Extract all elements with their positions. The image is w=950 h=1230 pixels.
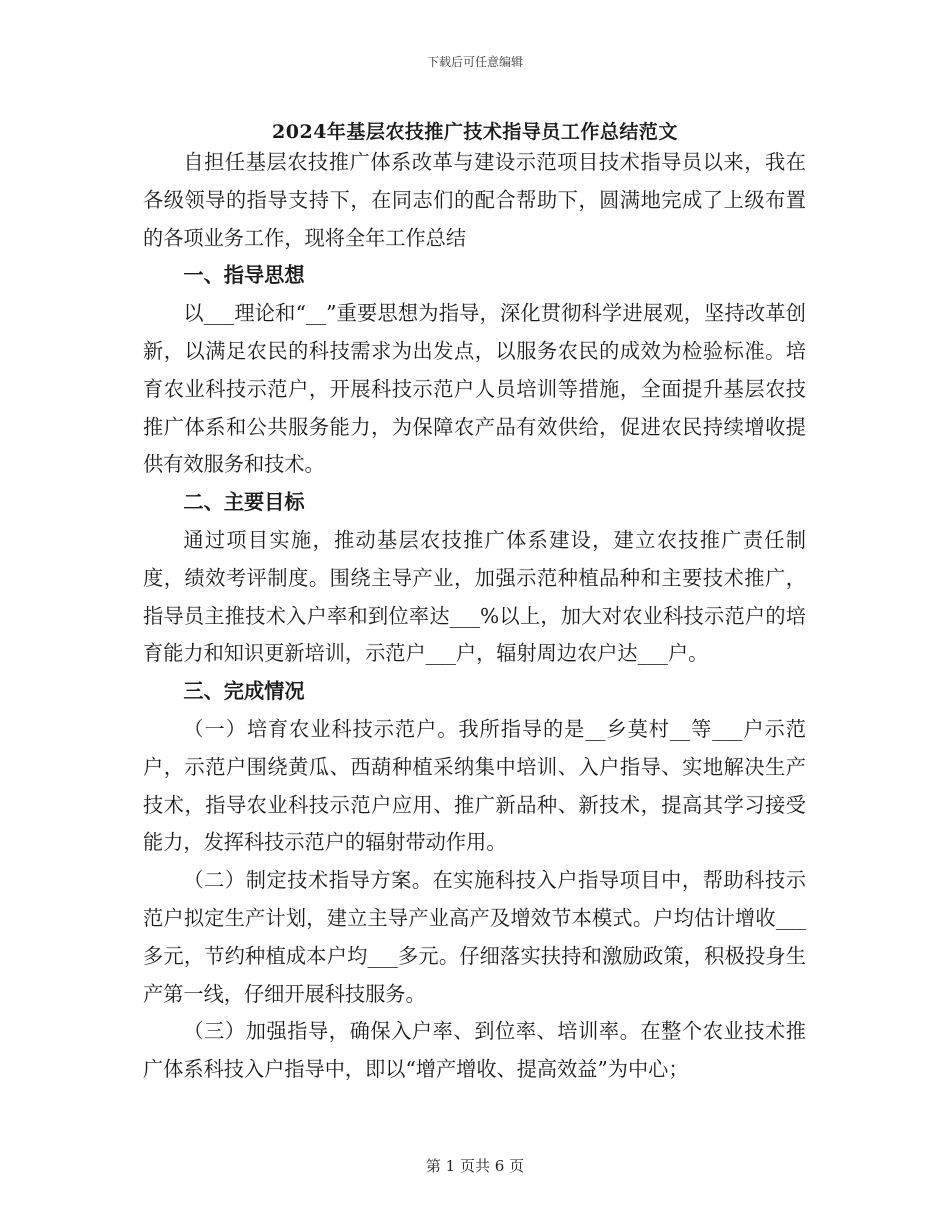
section-paragraph-main-goals: 通过项目实施，推动基层农技推广体系建设，建立农技推广责任制度，绩效考评制度。围绕主导产业，加强示范种植品种和主要技术推广，指导员主推技术入户率和到位率达___%以上，加大对农业科技示范户的培育能力和知识更新培训，示范户___户，辐射周边农户达___户。 xyxy=(143,527,806,666)
document-body xyxy=(143,144,806,1089)
completion-paragraph-3: （三）加强指导，确保入户率、到位率、培训率。在整个农业技术推广体系科技入户指导中，即以“增产增收、提高效益”为中心； xyxy=(143,1019,806,1082)
section-heading-guiding-ideology: 一、指导思想 xyxy=(183,263,305,288)
page-number-footer: 第 1 页共 6 页 xyxy=(425,1157,525,1175)
document-title: 2024年基层农技推广技术指导员工作总结范文 xyxy=(272,121,678,143)
header-note: 下载后可任意编辑 xyxy=(426,55,523,69)
intro-paragraph: 自担任基层农技推广体系改革与建设示范项目技术指导员以来，我在各级领导的指导支持下，在同志们的配合帮助下，圆满地完成了上级布置的各项业务工作，现将全年工作总结 xyxy=(143,150,806,250)
section-heading-completion: 三、完成情况 xyxy=(183,679,305,704)
section-heading-main-goals: 二、主要目标 xyxy=(183,490,305,515)
completion-paragraph-2: （二）制定技术指导方案。在实施科技入户指导项目中，帮助科技示范户拟定生产计划，建立主导产业高产及增效节本模式。户均估计增收___多元，节约种植成本户均___多元。仔细落实扶持和激励政策，积极投身生产第一线，仔细开展科技服务。 xyxy=(143,868,806,1006)
completion-paragraph-1: （一）培育农业科技示范户。我所指导的是__乡莫村__等___户示范户，示范户围绕黄瓜、西葫种植采纳集中培训、入户指导、实地解决生产技术，指导农业科技示范户应用、推广新品种、新技术，提高其学习接受能力，发挥科技示范户的辐射带动作用。 xyxy=(143,716,806,855)
section-paragraph-guiding-ideology: 以___理论和“__”重要思想为指导，深化贯彻科学进展观，坚持改革创新，以满足农民的科技需求为出发点，以服务农民的成效为检验标准。培育农业科技示范户，开展科技示范户人员培训等措施，全面提升基层农技推广体系和公共服务能力，为保障农产品有效供给，促进农民持续增收提供有效服务和技术。 xyxy=(143,301,806,477)
